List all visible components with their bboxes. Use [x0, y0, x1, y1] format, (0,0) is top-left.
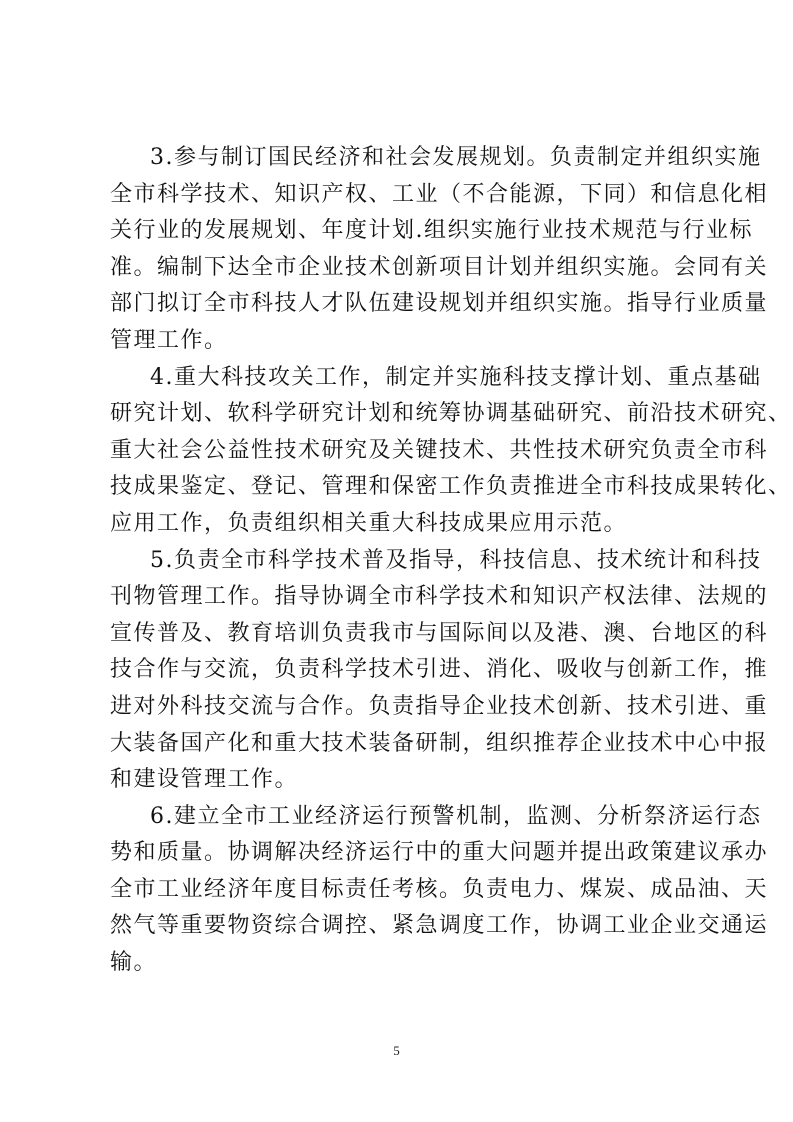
text-line: 进对外科技交流与合作。负责指导企业技术创新、技术引进、重 [110, 693, 769, 719]
text-line: 准。编制下达全市企业技术创新项目计划并组织实施。会同有关 [110, 254, 769, 280]
text-line: 刊物管理工作。指导协调全市科学技术和知识产权法律、法规的 [110, 584, 769, 610]
text-line: 技成果鉴定、登记、管理和保密工作负责推进全市科技成果转化、 [110, 474, 792, 500]
text-line: 势和质量。协调解决经济运行中的重大问题并提出政策建议承办 [110, 840, 769, 866]
paragraph-item-3 [110, 140, 769, 360]
document-body [110, 140, 792, 982]
text-line: 输。 [110, 950, 158, 976]
text-line: 关行业的发展规划、年度计划.组织实施行业技术规范与行业标 [110, 218, 753, 244]
text-line: 6.建立全市工业经济运行预警机制，监测、分析祭济运行态 [150, 803, 762, 829]
text-line: 管理工作。 [110, 327, 228, 353]
text-line: 技合作与交流，负责科学技术引进、消化、吸收与创新工作，推 [110, 657, 769, 683]
text-line: 应用工作，负责组织相关重大科技成果应用示范。 [110, 510, 628, 536]
text-line: 5.负责全市科学技术普及指导，科技信息、技术统计和科技 [150, 547, 762, 573]
text-line: 重大社会公益性技术研究及关键技术、共性技术研究负责全市科 [110, 437, 769, 463]
text-line: 3.参与制订国民经济和社会发展规划。负责制定并组织实施 [150, 145, 762, 170]
paragraph-item-5 [110, 543, 769, 799]
text-line: 然气等重要物资综合调控、紧急调度工作，协调工业企业交通运 [110, 913, 769, 939]
text-line: 4.重大科技攻关工作，制定并实施科技支撑计划、重点基础 [150, 364, 762, 390]
text-line: 研究计划、软科学研究计划和统筹协调基础研究、前沿技术研究、 [110, 401, 792, 427]
page-number: 5 [393, 1043, 400, 1058]
paragraph-item-6 [110, 799, 769, 982]
text-line: 部门拟订全市科技人才队伍建设规划并组织实施。指导行业质量 [110, 291, 769, 317]
text-line: 全市工业经济年度目标责任考核。负责电力、煤炭、成品油、天 [110, 876, 769, 902]
text-line: 大装备国产化和重大技术装备研制，组织推荐企业技术中心中报 [110, 730, 769, 756]
paragraph-item-4 [110, 360, 792, 543]
text-line: 全市科学技术、知识产权、工业（不合能源，下同）和信息化相 [110, 181, 769, 207]
text-line: 宣传普及、教育培训负责我市与国际间以及港、澳、台地区的科 [110, 620, 769, 646]
text-line: 和建设管理工作。 [110, 767, 299, 793]
